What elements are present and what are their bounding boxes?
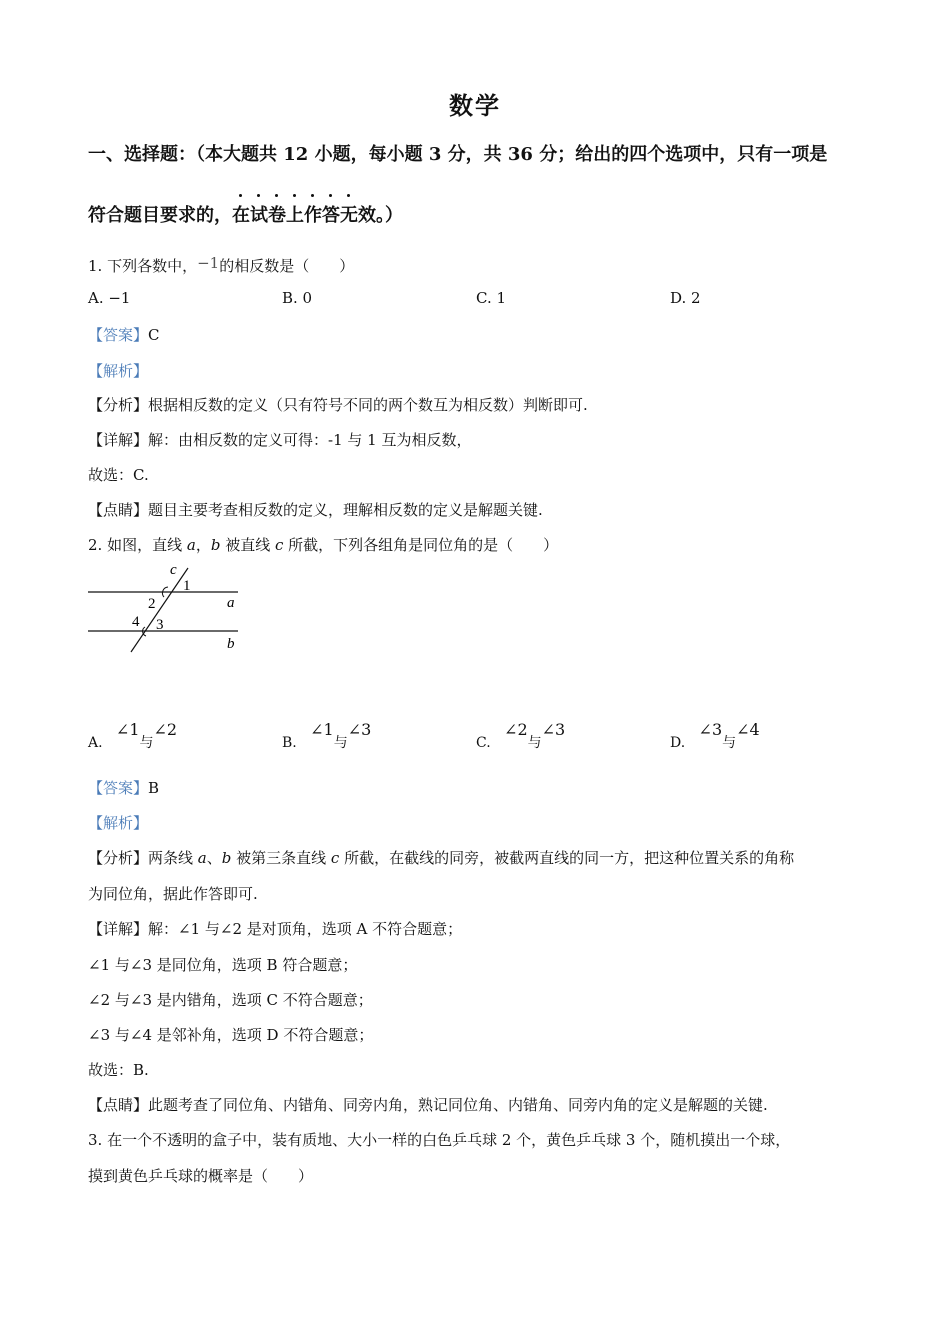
q2-option-a: A. ∠1与∠2 [88,720,178,751]
label-1: 1 [183,578,191,594]
label-4: 4 [132,614,140,630]
q2-fenxi-line2: 为同位角，据此作答即可. [88,885,258,903]
q1-xiangjie: 【详解】解：由相反数的定义可得：-1 与 1 互为相反数， [88,431,472,449]
q2-analysis-tag: 【解析】 [88,814,149,832]
q1-option-b: B. 0 [282,289,313,307]
q1-option-a: A. −1 [88,289,131,307]
q2-figure [84,560,254,660]
q2-option-b: B. ∠1与∠3 [282,720,372,751]
q1-fenxi: 【分析】根据相反数的定义（只有符号不同的两个数互为相反数）判断即可. [88,396,588,414]
q3-stem-line2: 摸到黄色乒乓球的概率是（ ） [88,1167,314,1185]
page-title: 数学 [449,91,501,120]
q1-dianjing: 【点睛】题目主要考查相反数的定义，理解相反数的定义是解题关键. [88,501,543,519]
q1-analysis-tag: 【解析】 [88,362,149,380]
q2-xiangjie-3: ∠2 与∠3 是内错角，选项 C 不符合题意； [88,991,373,1009]
q2-conclusion: 故选：B. [88,1061,149,1079]
q1-stem: 1. 下列各数中，−1的相反数是（ ） [88,254,355,275]
section-heading-emphasis: 在试卷上作答无效 [232,201,376,227]
label-b: b [227,636,235,652]
q1-conclusion: 故选：C. [88,466,149,484]
section-heading-line1: 一、选择题：（本大题共 12 小题，每小题 3 分，共 36 分；给出的四个选项中，只有一项是 [88,144,828,165]
q2-xiangjie-4: ∠3 与∠4 是邻补角，选项 D 不符合题意； [88,1026,374,1044]
label-3: 3 [156,617,164,633]
q1-option-d: D. 2 [670,289,701,307]
q1-answer: 【答案】C [88,326,160,344]
q1-option-c: C. 1 [476,289,507,307]
q2-dianjing: 【点睛】此题考查了同位角、内错角、同旁内角，熟记同位角、内错角、同旁内角的定义是解题的关键. [88,1096,768,1114]
section-heading-line2 [88,201,403,227]
q2-option-c: C. ∠2与∠3 [476,720,566,751]
line-c [131,568,188,652]
q2-stem: 2. 如图，直线 a，b 被直线 c 所截，下列各组角是同位角的是（ ） [88,536,559,554]
q3-stem-line1: 3. 在一个不透明的盒子中，装有质地、大小一样的白色乒乓球 2 个，黄色乒乓球 3 个，随机摸出一个球， [88,1131,791,1149]
section-heading-pre: 符合题目要求的， [88,205,232,226]
q2-answer: 【答案】B [88,779,160,797]
q2-option-d: D. ∠3与∠4 [670,720,760,751]
q2-xiangjie-1: 【详解】解：∠1 与∠2 是对顶角，选项 A 不符合题意； [88,920,463,938]
label-2: 2 [148,596,156,612]
q1-stem-number: −1 [197,254,220,272]
label-a: a [227,595,235,611]
section-heading-post: 。） [376,205,403,226]
q2-xiangjie-2: ∠1 与∠3 是同位角，选项 B 符合题意； [88,956,358,974]
label-c: c [170,562,177,578]
q2-fenxi-line1: 【分析】两条线 a、b 被第三条直线 c 所截，在截线的同旁，被截两直线的同一方，把这种位置关系的角称 [88,849,795,867]
